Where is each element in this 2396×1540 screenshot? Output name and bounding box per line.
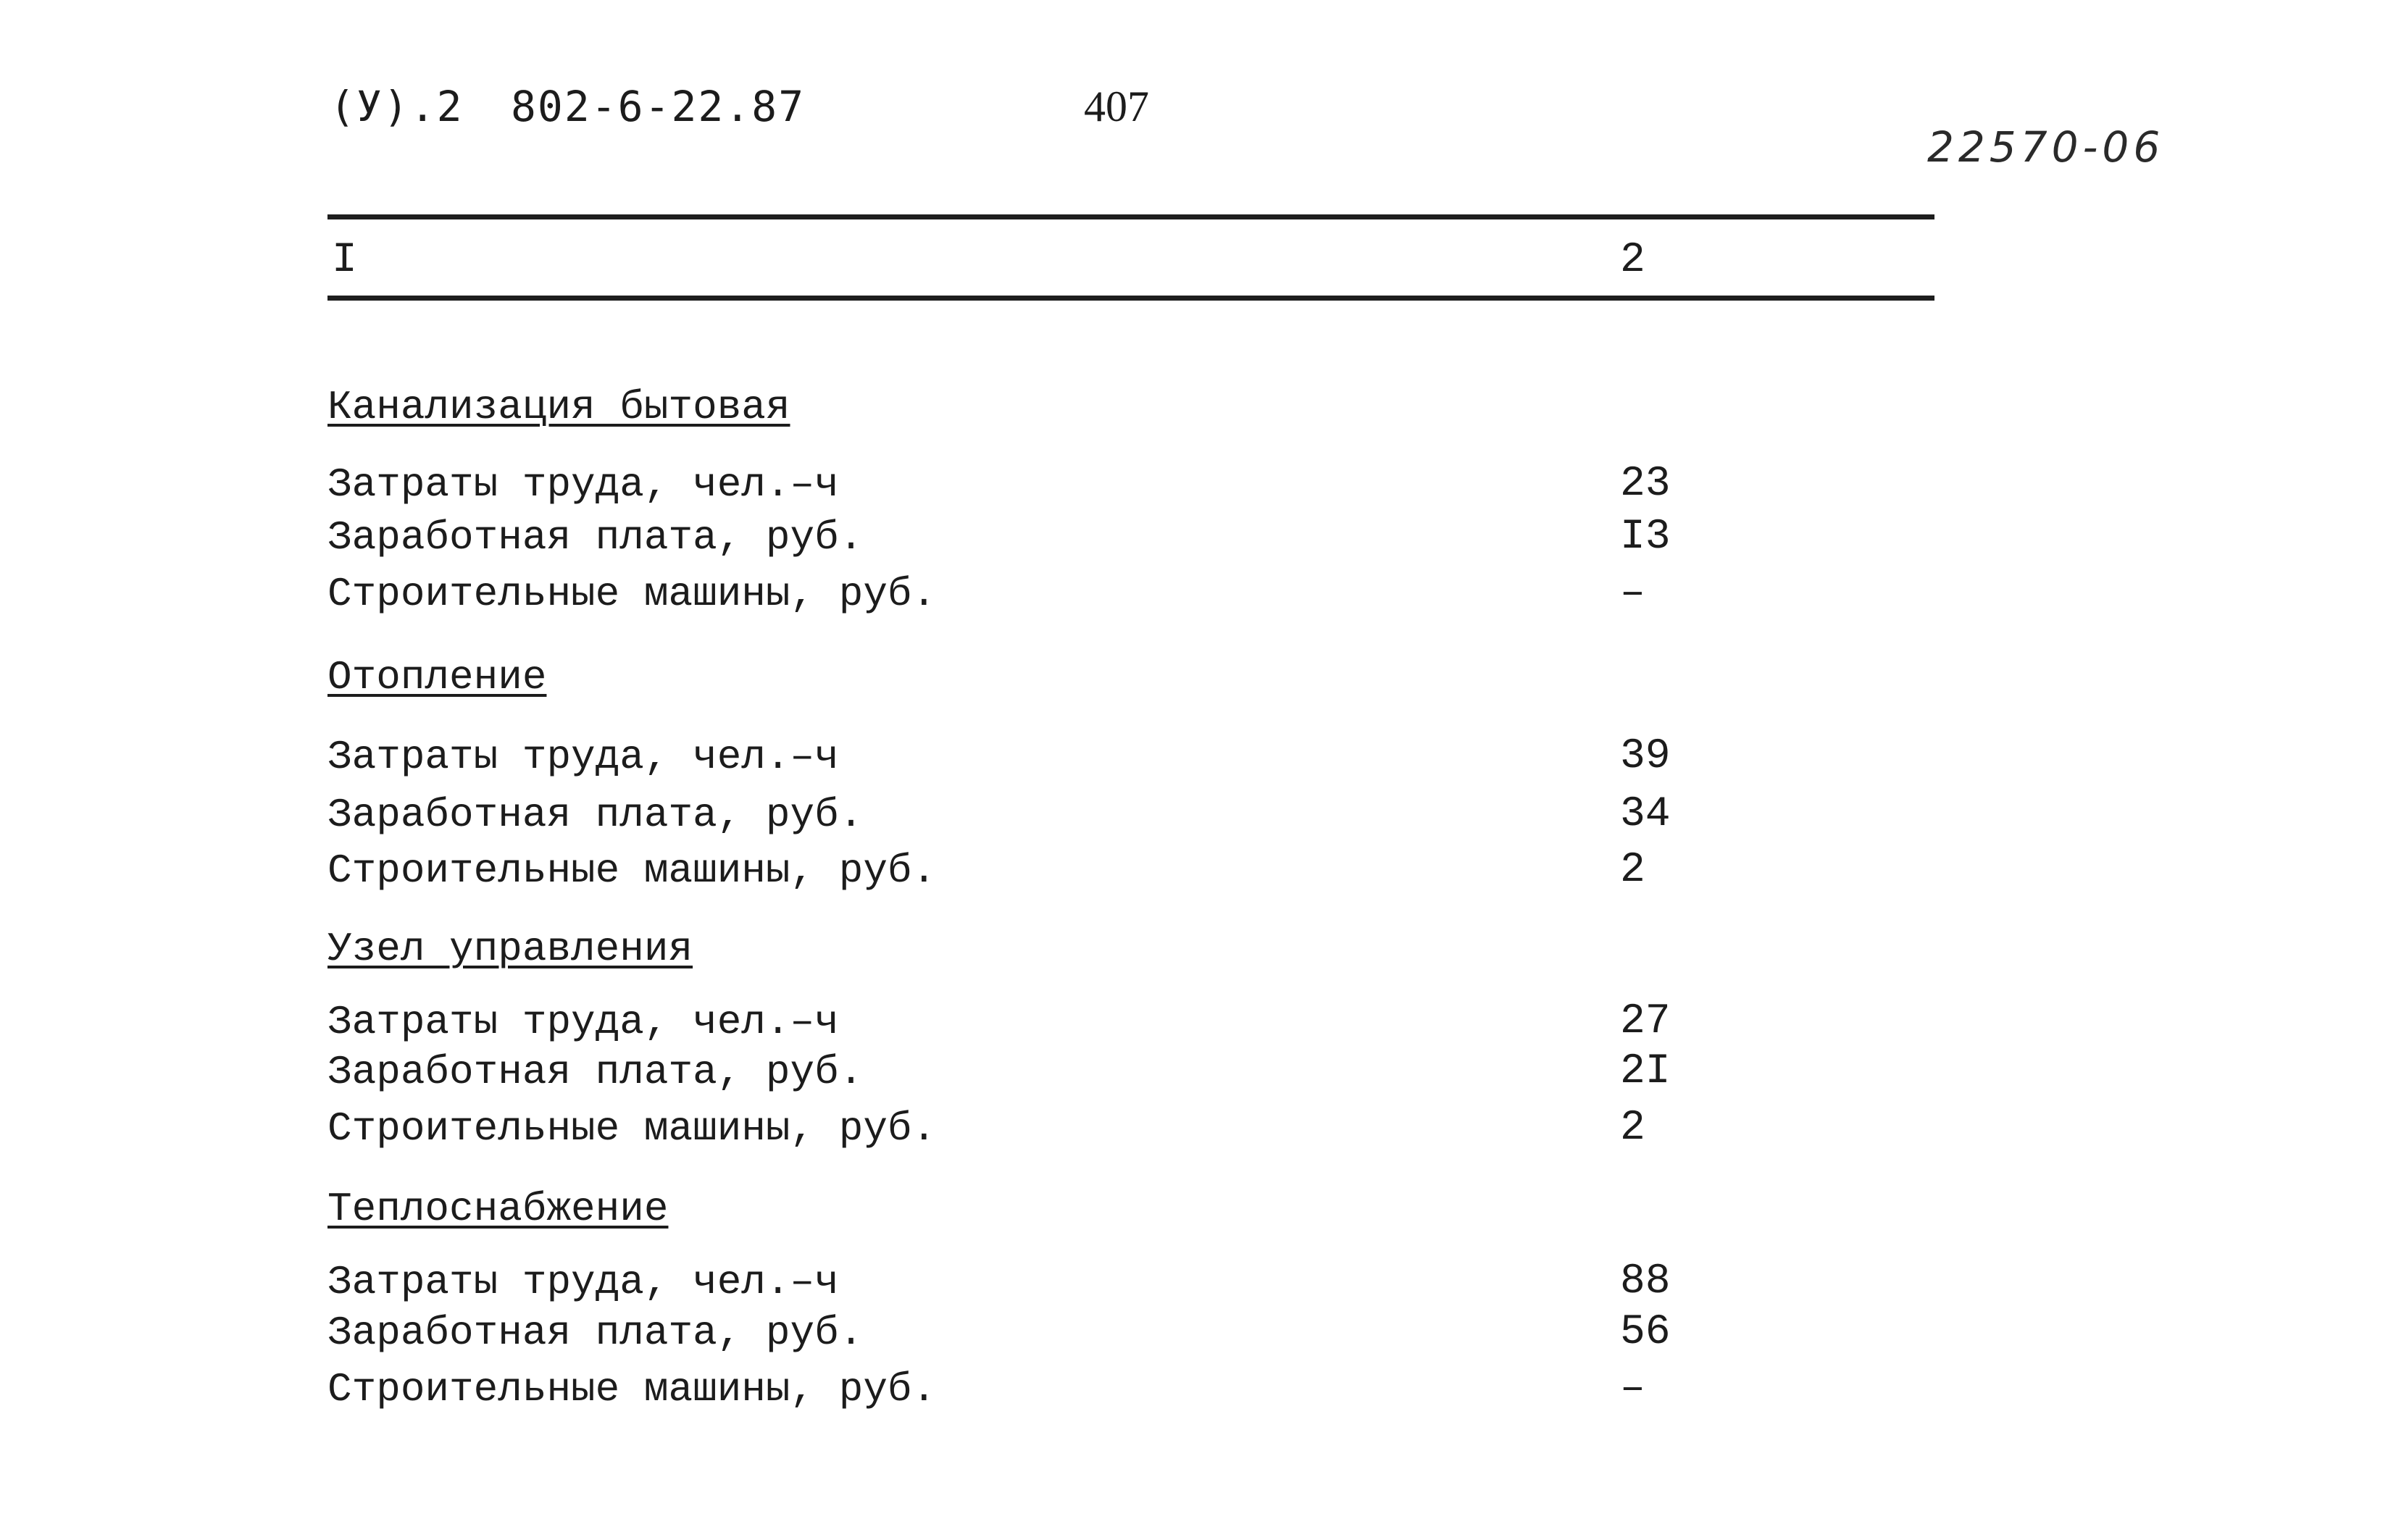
table-top-rule xyxy=(327,214,1934,219)
document-code: 802-6-22.87 xyxy=(511,82,806,131)
table-header-bottom-rule xyxy=(327,296,1934,301)
column-header-1: I xyxy=(332,237,357,284)
row-value: 88 xyxy=(1620,1258,1671,1305)
row-value: 27 xyxy=(1620,998,1671,1045)
section-title-heat-supply: Теплоснабжение xyxy=(327,1186,669,1232)
row-value: 56 xyxy=(1620,1309,1671,1356)
document-code-prefix: (У).2 xyxy=(330,82,464,131)
row-label: Строительные машины, руб. xyxy=(327,1105,937,1152)
row-label: Заработная плата, руб. xyxy=(327,514,864,561)
row-label: Заработная плата, руб. xyxy=(327,792,864,838)
row-value: 23 xyxy=(1620,461,1671,508)
row-value: I3 xyxy=(1620,514,1671,561)
row-label: Строительные машины, руб. xyxy=(327,848,937,894)
row-label: Строительные машины, руб. xyxy=(327,1366,937,1413)
row-value: 2 xyxy=(1620,1105,1645,1152)
row-label: Заработная плата, руб. xyxy=(327,1310,864,1356)
row-label: Заработная плата, руб. xyxy=(327,1049,864,1095)
row-value: 34 xyxy=(1620,791,1671,838)
row-label: Строительные машины, руб. xyxy=(327,571,937,617)
row-value: – xyxy=(1620,570,1645,617)
row-label: Затраты труда, чел.–ч xyxy=(327,999,839,1045)
row-value: 39 xyxy=(1620,733,1671,780)
section-title-control-unit: Узел управления xyxy=(327,926,693,972)
row-value: – xyxy=(1620,1365,1645,1413)
row-label: Затраты труда, чел.–ч xyxy=(327,461,839,508)
archive-stamp: 22570-06 xyxy=(1927,122,2165,172)
row-label: Затраты труда, чел.–ч xyxy=(327,734,839,780)
page-number: 407 xyxy=(1084,83,1149,130)
section-title-heating: Отопление xyxy=(327,654,547,700)
section-title-sewage: Канализация бытовая xyxy=(327,384,790,430)
row-label: Затраты труда, чел.–ч xyxy=(327,1259,839,1305)
row-value: 2I xyxy=(1620,1048,1671,1095)
column-header-2: 2 xyxy=(1620,237,1645,284)
row-value: 2 xyxy=(1620,847,1645,894)
